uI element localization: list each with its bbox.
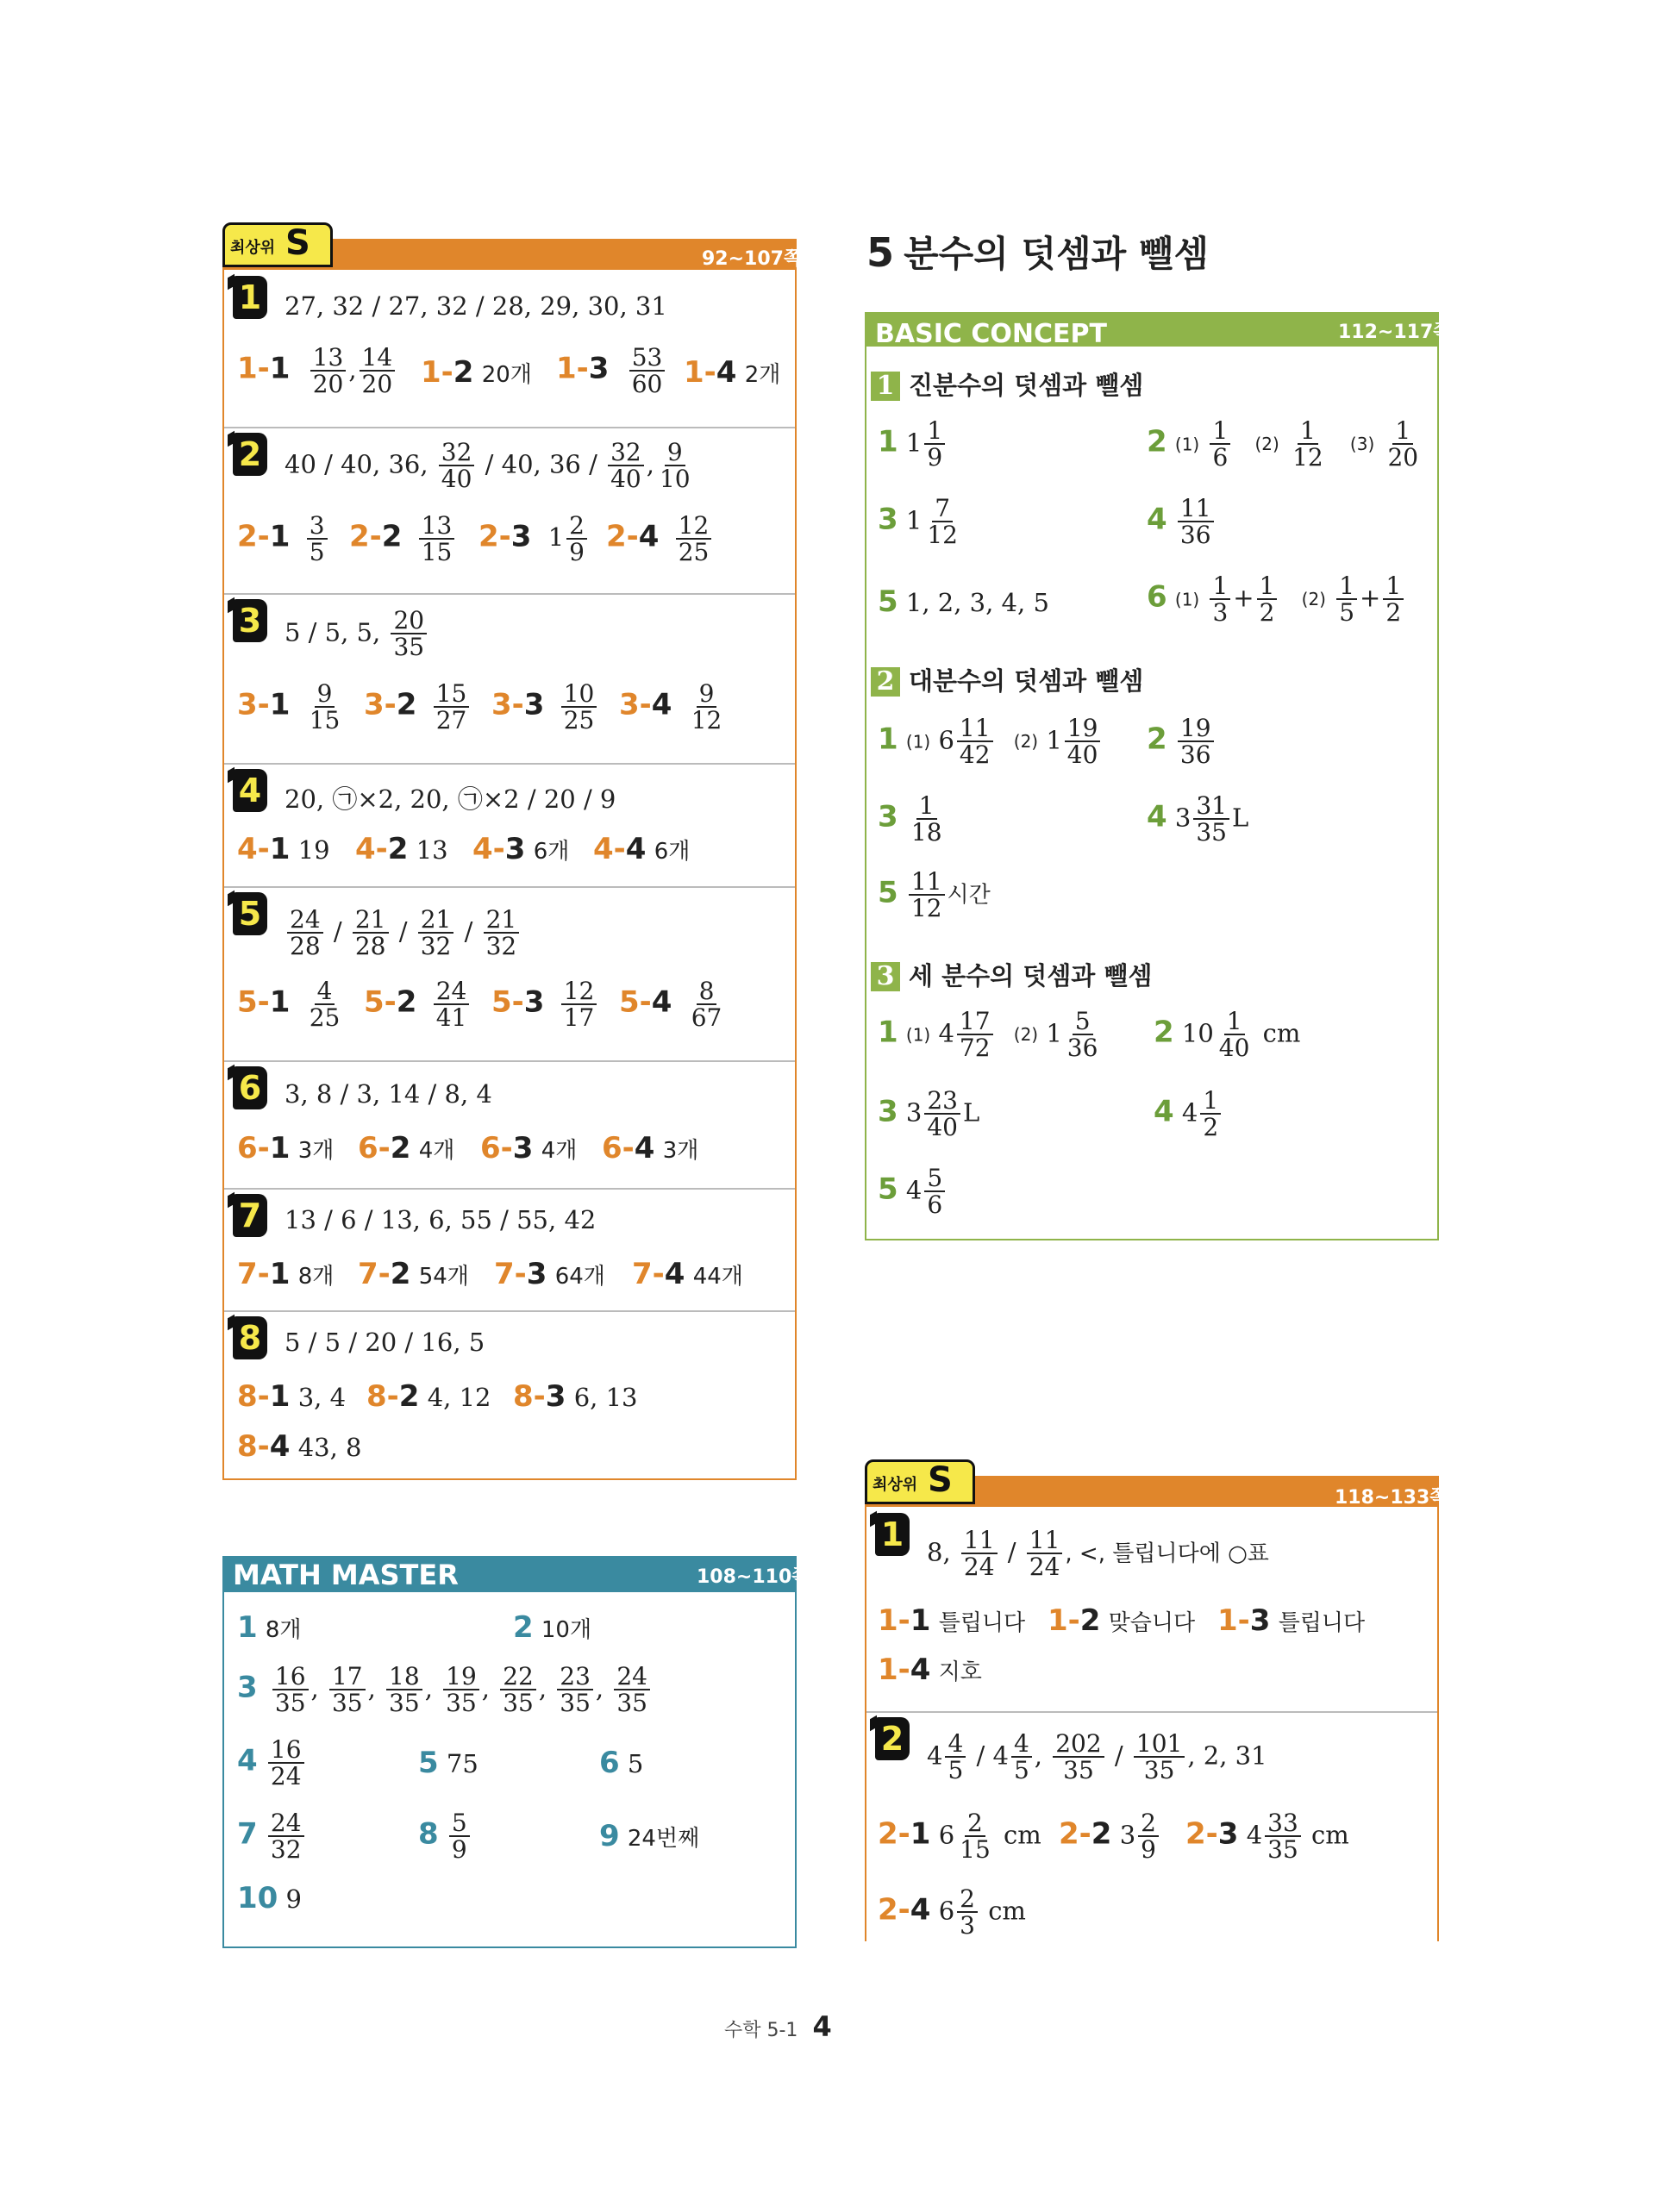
basic-section-2-title: 2 대분수의 덧셈과 뺄셈 [871, 662, 1143, 697]
basic-section-3-title: 3 세 분수의 덧셈과 뺄셈 [871, 957, 1152, 992]
answer-1-2: 1-2 20개 [421, 355, 532, 390]
rb-answer-2-4: 2-4 6 $\frac{2}{3}$ cm [878, 1884, 1026, 1940]
answer-8-1: 8-1 3, 4 [237, 1379, 347, 1414]
bottom-box-pages: 118~133쪽 [1335, 1487, 1448, 1509]
basic-1-3: 3 1 $\frac{7}{12}$ [878, 494, 958, 550]
answer-8-2: 8-2 4, 12 [366, 1379, 491, 1414]
section-badge-5: 5 [233, 892, 267, 935]
divider [866, 1711, 1437, 1713]
page-number: 4 [812, 2010, 832, 2043]
page-footer [724, 2010, 832, 2043]
math-master-title: MATH MASTER [233, 1559, 459, 1591]
answer-7-1: 7-1 8개 [237, 1257, 335, 1291]
answer-5-2: 5-2 $\frac{24}{41}$ [364, 978, 472, 1031]
rb-answer-1-3: 1-3 틀립니다 [1217, 1603, 1366, 1638]
mm-5: 5 75 [418, 1746, 478, 1780]
mm-6: 6 5 [599, 1746, 644, 1780]
basic-2-1: 1 (1) 6 $\frac{11}{42}$ (2) 1 $\frac{19}{40}$ [878, 715, 1103, 768]
basic-3-2: 2 10 $\frac{1}{40}$ cm [1154, 1007, 1301, 1063]
mm-9: 9 24번째 [599, 1819, 700, 1853]
basic-3-1: 1 (1) 4 $\frac{17}{72}$ (2) 1 $\frac{5}{36}$ [878, 1007, 1098, 1063]
divider [224, 593, 795, 595]
answer-5-1: 5-1 $\frac{4}{25}$ [237, 977, 341, 1033]
answer-2-3: 2-3 1 $\frac{2}{9}$ [478, 513, 590, 565]
mm-8: 8 $\frac{5}{9}$ [418, 1810, 472, 1863]
answer-3-3: 3-3 $\frac{10}{25}$ [491, 681, 599, 734]
rb-answer-1-1: 1-1 틀립니다 [878, 1603, 1026, 1638]
answer-2-1: 2-1 $\frac{3}{5}$ [237, 513, 330, 565]
divider [224, 1188, 795, 1190]
top-box-logo [222, 222, 333, 267]
basic-1-6: 6 (1) $\frac{1}{3}$ + $\frac{1}{2}$ (2) $\frac{1}{5}$ + $\frac{1}{2}$ [1147, 573, 1406, 626]
mm-10: 10 9 [237, 1881, 302, 1915]
section-5-header: $\frac{24}{28}$ / $\frac{21}{28}$ / $\frac{21}{32}$ / $\frac{21}{32}$ [285, 907, 522, 959]
answer-8-3: 8-3 6, 13 [513, 1379, 638, 1414]
section-badge-2: 2 [233, 433, 267, 476]
section-badge-3: 3 [233, 599, 267, 642]
answer-4-2: 4-2 13 [355, 832, 448, 866]
answer-1-4: 1-4 2개 [684, 355, 781, 390]
basic-concept-pages: 112~117쪽 [1338, 322, 1452, 343]
section-badge-4: 4 [233, 769, 267, 812]
section-badge-1: 1 [233, 276, 267, 319]
footer-label: 수학 5-1 [724, 2020, 798, 2041]
divider [224, 763, 795, 765]
top-box-pages: 92~107쪽 [702, 248, 803, 270]
chapter-title: 5 분수의 덧셈과 뺄셈 [866, 229, 1209, 276]
section-3-header: 5 / 5, 5, $\frac{20}{35}$ [285, 608, 429, 660]
divider [224, 1060, 795, 1062]
answer-4-4: 4-4 6개 [593, 832, 691, 866]
basic-1-5: 5 1, 2, 3, 4, 5 [878, 584, 1049, 619]
basic-1-2: 2 (1) $\frac{1}{6}$ (2) $\frac{1}{12}$ (3) $\frac{1}{20}$ [1147, 416, 1419, 472]
section-badge-6: 6 [233, 1066, 267, 1109]
answer-6-1: 6-1 3개 [237, 1131, 335, 1165]
answer-3-1: 3-1 $\frac{9}{15}$ [237, 679, 341, 735]
rb-section-1-header: 8, $\frac{11}{24}$ / $\frac{11}{24}$ , <, 틀립니다에 ○표 [927, 1526, 1269, 1582]
mm-4: 4 $\frac{16}{24}$ [237, 1737, 307, 1790]
rb-section-badge-2: 2 [875, 1717, 910, 1760]
mm-7: 7 $\frac{24}{32}$ [237, 1810, 307, 1863]
answer-7-3: 7-3 64개 [494, 1257, 605, 1291]
mm-1: 1 8개 [237, 1610, 302, 1645]
logo-text: 최상위 [230, 239, 276, 257]
rb-answer-2-1: 2-1 6 $\frac{2}{15}$ cm [878, 1809, 1041, 1865]
answer-6-2: 6-2 4개 [358, 1131, 455, 1165]
section-4-header: 20, ㉠×2, 20, ㉠×2 / 20 / 9 [285, 784, 616, 814]
answer-6-4: 6-4 3개 [602, 1131, 699, 1165]
rb-section-2-header: 4 $\frac{4}{5}$ / 4 $\frac{4}{5}$ , $\frac{202}{35}$ / $\frac{101}{35}$ , 2, 31 [927, 1729, 1267, 1785]
answer-4-1: 4-1 19 [237, 832, 330, 866]
basic-1-4: 4 $\frac{11}{36}$ [1147, 496, 1217, 548]
basic-2-4: 4 3 $\frac{31}{35}$ L [1147, 791, 1249, 847]
answer-2-4: 2-4 $\frac{12}{25}$ [606, 513, 714, 565]
rb-answer-2-3: 2-3 4 $\frac{33}{35}$ cm [1185, 1809, 1349, 1865]
section-8-header: 5 / 5 / 20 / 16, 5 [285, 1328, 485, 1357]
rb-section-badge-1: 1 [875, 1513, 910, 1556]
section-1-header: 27, 32 / 27, 32 / 28, 29, 30, 31 [285, 291, 667, 321]
math-master-box [222, 1556, 797, 1948]
answer-5-4: 5-4 $\frac{8}{67}$ [619, 977, 722, 1033]
answer-3-2: 3-2 $\frac{15}{27}$ [364, 681, 472, 734]
basic-2-3: 3 $\frac{1}{18}$ [878, 791, 942, 847]
basic-3-4: 4 4 $\frac{1}{2}$ [1154, 1088, 1223, 1140]
answer-1-1: 1-1 $\frac{13}{20}$ , $\frac{14}{20}$ [237, 345, 397, 397]
answer-2-2: 2-2 $\frac{13}{15}$ [349, 513, 457, 565]
divider [224, 886, 795, 888]
rb-answer-2-2: 2-2 3 $\frac{2}{9}$ [1059, 1810, 1161, 1863]
rb-answer-1-2: 1-2 맞습니다 [1048, 1603, 1196, 1638]
answer-6-3: 6-3 4개 [480, 1131, 578, 1165]
mm-2: 2 10개 [513, 1610, 592, 1645]
mm-3: 3 $\frac{16}{35}$ , $\frac{17}{35}$ , $\frac{18}{35}$ , $\frac{19}{35}$ , $\frac{22}{35}$ , $\frac{23}{35}$ , $\frac{24}{35}$ [237, 1664, 653, 1716]
basic-2-2: 2 $\frac{19}{36}$ [1147, 715, 1217, 768]
section-7-header: 13 / 6 / 13, 6, 55 / 55, 42 [285, 1205, 597, 1234]
basic-2-5: 5 $\frac{11}{12}$ 시간 [878, 867, 991, 923]
logo-text: 최상위 [873, 1476, 918, 1494]
answer-7-2: 7-2 54개 [358, 1257, 469, 1291]
section-6-header: 3, 8 / 3, 14 / 8, 4 [285, 1079, 492, 1109]
basic-3-3: 3 3 $\frac{23}{40}$ L [878, 1086, 980, 1142]
math-master-pages: 108~110쪽 [697, 1566, 810, 1588]
section-badge-7: 7 [233, 1194, 267, 1237]
answer-3-4: 3-4 $\frac{9}{12}$ [619, 679, 722, 735]
basic-1-1: 1 1 $\frac{1}{9}$ [878, 418, 948, 471]
answer-8-4: 8-4 43, 8 [237, 1429, 362, 1464]
basic-concept-title: BASIC CONCEPT [875, 319, 1107, 349]
answer-1-3: 1-3 $\frac{53}{60}$ [556, 345, 667, 397]
divider [224, 1310, 795, 1312]
answer-7-4: 7-4 44개 [632, 1257, 743, 1291]
answer-4-3: 4-3 6개 [472, 832, 570, 866]
logo-s-icon: S [285, 223, 310, 263]
bottom-box-logo [865, 1459, 975, 1504]
logo-s-icon: S [928, 1460, 953, 1500]
basic-3-5: 5 4 $\frac{5}{6}$ [878, 1165, 948, 1218]
answer-5-3: 5-3 $\frac{12}{17}$ [491, 978, 599, 1031]
section-badge-8: 8 [233, 1316, 267, 1359]
section-2-header: 40 / 40, 36, $\frac{32}{40}$ / 40, 36 / $\frac{32}{40}$ , $\frac{9}{10}$ [285, 438, 691, 494]
rb-answer-1-4: 1-4 지호 [878, 1653, 982, 1687]
basic-section-1-title: 1 진분수의 덧셈과 뺄셈 [871, 366, 1143, 402]
divider [224, 427, 795, 428]
